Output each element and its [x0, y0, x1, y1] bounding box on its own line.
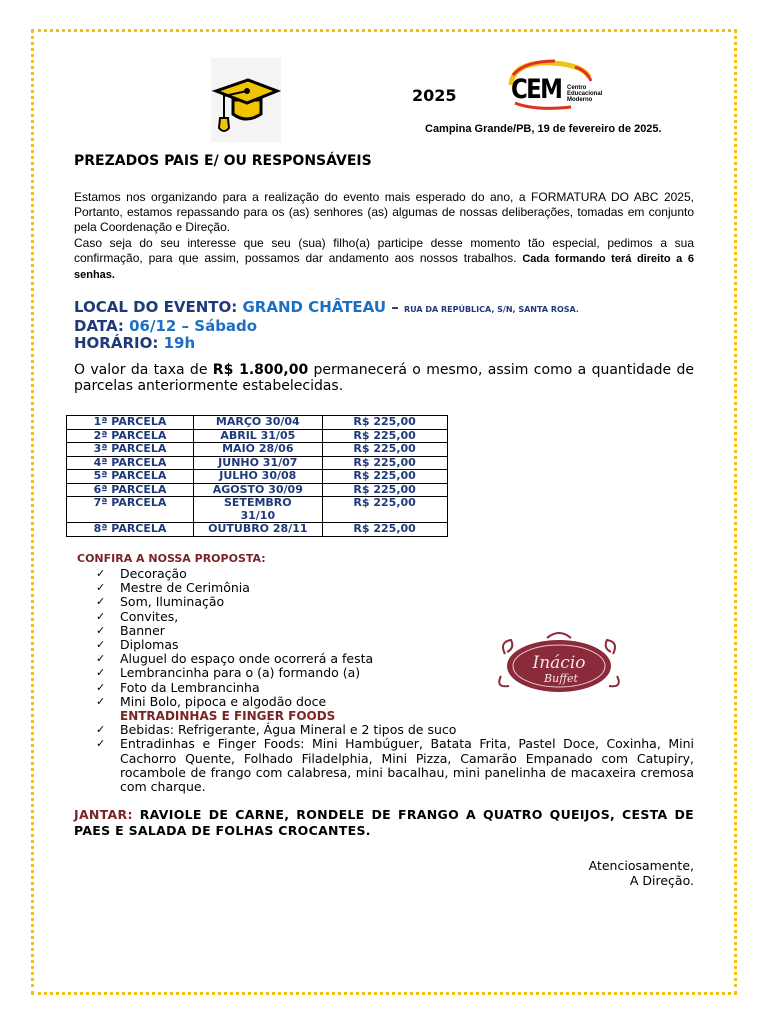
cem-logo-subtitle: Centro Educacional Moderno	[567, 85, 603, 103]
table-cell: JULHO 30/08	[194, 470, 323, 484]
document-year: 2025	[412, 86, 457, 105]
list-item: ✓ Banner	[96, 622, 165, 638]
inacio-buffet-logo	[495, 630, 623, 694]
list-item: ✓ Som, Iluminação	[96, 594, 225, 610]
cem-logo-text: CEM	[511, 74, 562, 105]
checkmark-icon: ✓	[96, 581, 106, 595]
date-line: Campina Grande/PB, 19 de fevereiro de 2025.	[425, 123, 662, 135]
table-cell: 5ª PARCELA	[67, 470, 194, 484]
checkmark-icon: ✓	[96, 723, 106, 737]
checkmark-icon: ✓	[96, 652, 106, 666]
checkmark-icon: ✓	[96, 609, 106, 623]
checkmark-icon: ✓	[96, 595, 106, 609]
table-cell: 7ª PARCELA	[67, 497, 194, 523]
table-row	[67, 497, 448, 523]
table-cell: R$ 225,00	[322, 483, 447, 497]
checkmark-icon: ✓	[96, 638, 106, 652]
table-cell: 3ª PARCELA	[67, 443, 194, 457]
event-details: LOCAL DO EVENTO: GRAND CHÂTEAU – RUA DA REPÚBLICA, S/N, SANTA ROSA. DATA: 06/12 – Sábado HORÁRIO: 19h	[74, 298, 579, 352]
table-cell: OUTUBRO 28/11	[194, 523, 323, 537]
table-row	[67, 523, 448, 537]
table-cell: R$ 225,00	[322, 429, 447, 443]
intro-paragraph: Estamos nos organizando para a realização do evento mais esperado do ano, a FORMATURA DO ABC 2025, Portanto, estamos repassando para os (as) senhores (as) algumas de nossas deliberações, tomadas em conjunto pela Coordenação e Direção. Caso seja do seu interesse que seu (sua) filho(a) participe desse momento tão especial, pedimos a sua confirmação, para que assim, possamos dar andamento aos nossos trabalhos. Cada formando terá direito a 6 senhas.	[74, 190, 695, 282]
table-cell: R$ 225,00	[322, 443, 447, 457]
list-item: ✓ Diplomas	[96, 637, 179, 653]
table-cell: ABRIL 31/05	[194, 429, 323, 443]
list-item: ✓ Entradinhas e Finger Foods: Mini Hambúguer, Batata Frita, Pastel Doce, Coxinha, Mini Cachorro Quente, Folhado Filadelphia, Mini Pizza, Camarão Empanado com Catupiry, rocambole de frango com calabresa, mini bacalhau, mini panelinha de macaxeira cremosa com charque.	[96, 736, 694, 795]
checkmark-icon: ✓	[96, 680, 106, 694]
checkmark-icon: ✓	[96, 737, 106, 751]
table-cell: R$ 225,00	[322, 523, 447, 537]
graduation-cap-icon	[211, 58, 281, 142]
table-cell: JUNHO 31/07	[194, 456, 323, 470]
proposta-heading: CONFIRA A NOSSA PROPOSTA:	[77, 552, 266, 565]
table-cell: 8ª PARCELA	[67, 523, 194, 537]
table-row	[67, 443, 448, 457]
table-cell: R$ 225,00	[322, 470, 447, 484]
list-item: ✓ Foto da Lembrancinha	[96, 679, 260, 695]
installments-table	[66, 415, 448, 537]
list-item: ✓ Mestre de Cerimônia	[96, 580, 250, 596]
jantar-paragraph: JANTAR: RAVIOLE DE CARNE, RONDELE DE FRANGO A QUATRO QUEIJOS, CESTA DE PAES E SALADA DE FOLHAS CROCANTES.	[74, 807, 694, 838]
table-cell: SETEMBRO 31/10	[194, 497, 323, 523]
table-row	[67, 483, 448, 497]
table-cell: 4ª PARCELA	[67, 456, 194, 470]
finger-foods-subheading: ENTRADINHAS E FINGER FOODS	[120, 709, 336, 724]
table-row	[67, 416, 448, 430]
greeting-heading: PREZADOS PAIS E/ OU RESPONSÁVEIS	[74, 153, 372, 169]
list-item: ✓ Convites,	[96, 608, 179, 624]
table-cell: R$ 225,00	[322, 497, 447, 523]
table-cell: 1ª PARCELA	[67, 416, 194, 430]
checkmark-icon: ✓	[96, 623, 106, 637]
table-cell: 2ª PARCELA	[67, 429, 194, 443]
checkmark-icon: ✓	[96, 567, 106, 580]
table-cell: AGOSTO 30/09	[194, 483, 323, 497]
list-item: ✓ Mini Bolo, pipoca e algodão doce	[96, 693, 327, 709]
signature: Atenciosamente, A Direção.	[588, 858, 694, 888]
table-cell: MAIO 28/06	[194, 443, 323, 457]
valor-paragraph: O valor da taxa de R$ 1.800,00 permanecerá o mesmo, assim como a quantidade de parcelas anteriormente estabelecidas.	[74, 362, 694, 394]
buffet-logo-line2: Buffet	[544, 672, 578, 685]
checkmark-icon: ✓	[96, 666, 106, 680]
table-row	[67, 429, 448, 443]
list-item: ✓ Bebidas: Refrigerante, Água Mineral e 2 tipos de suco	[96, 722, 457, 738]
checkmark-icon: ✓	[96, 694, 106, 708]
table-row	[67, 456, 448, 470]
table-cell: R$ 225,00	[322, 456, 447, 470]
table-cell: R$ 225,00	[322, 416, 447, 430]
buffet-logo-line1: Inácio	[532, 653, 586, 673]
list-item: ✓ Decoração	[96, 566, 187, 581]
list-item: ✓ Aluguel do espaço onde ocorrerá a festa	[96, 651, 374, 667]
graduation-cap-image	[211, 58, 281, 142]
table-cell: 6ª PARCELA	[67, 483, 194, 497]
table-cell: MARÇO 30/04	[194, 416, 323, 430]
list-item: ✓ Lembrancinha para o (a) formando (a)	[96, 665, 361, 681]
table-row	[67, 470, 448, 484]
